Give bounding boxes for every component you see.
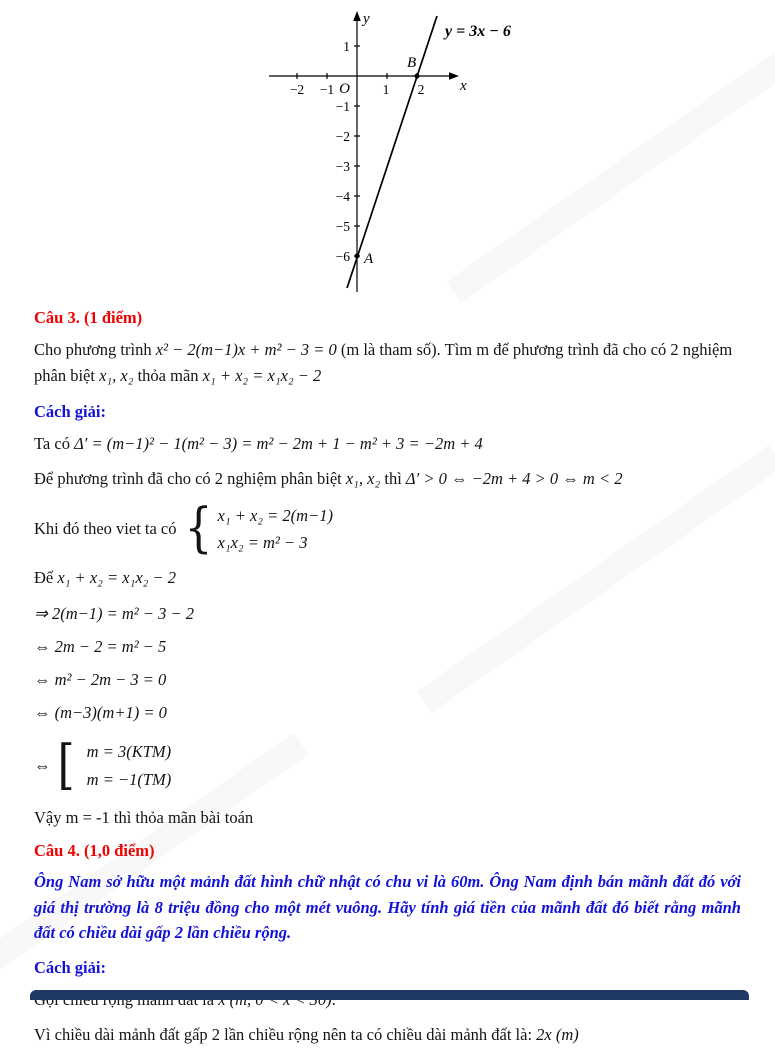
text-run: Để phương trình đã cho có 2 nghiệm phân biệt (34, 469, 346, 489)
y-axis-arrow (353, 11, 361, 21)
y-tick-label: −3 (335, 159, 350, 174)
cau4-heading: Câu 4. (1,0 điểm) (34, 841, 155, 861)
x-tick-label: −2 (289, 82, 305, 97)
math-run: x₁ + x₂ = x₁x₂ − 2 (202, 366, 322, 386)
text-run: thì (380, 469, 406, 489)
math-run: x₁x₂ = m² − 3 (217, 532, 308, 552)
y-axis-label: y (363, 11, 370, 27)
viet-system-line (34, 497, 741, 560)
solution-step: ⇒ 2(m−1) = m² − 3 − 2 (34, 604, 195, 624)
function-line (347, 16, 437, 288)
cau4-line-length (34, 1022, 741, 1048)
bottom-bar (30, 990, 749, 1000)
y-tick-label: −4 (335, 189, 350, 204)
point-b-dot (415, 74, 420, 79)
cau4-problem-statement: Ông Nam sở hữu một mảnh đất hình chữ nhật có chu vi là 60m. Ông Nam định bán mãnh đất đó với giá thị trường là 8 triệu đồng cho một mét vuông. Hãy tính giá tiền của mãnh đất đó biết rằng mãnh đất có chiều dài gấp 2 lần chiều rộng. (34, 872, 741, 943)
y-tick-label: −6 (335, 249, 350, 264)
x-axis-label: x (460, 78, 467, 94)
point-a-dot (355, 254, 360, 259)
y-tick-label: −2 (335, 129, 350, 144)
solution-line-condition (34, 466, 741, 492)
cau3-conclusion: Vậy m = -1 thì thỏa mãn bài toán (34, 807, 254, 827)
math-run: x₁ + x₂ = 2(m−1) (217, 505, 333, 525)
math-run: Δ′ = (m−1)² − 1(m² − 3) = m² − 2m + 1 − m² + 3 = −2m + 4 (74, 433, 483, 453)
solution-step: ⇔ 2m − 2 = m² − 5 (34, 637, 167, 657)
equivalence-arrow: ⇔ (34, 755, 51, 775)
math-run: x² − 2(m−1)x + m² − 3 = 0 (155, 340, 337, 359)
y-tick-label: 1 (343, 39, 350, 54)
math-run: Δ′ > 0 ⇔ −2m + 4 > 0 ⇔ m < 2 (405, 469, 623, 489)
solution-line-delta (34, 431, 741, 457)
equation-label: y = 3x − 6 (445, 23, 511, 40)
text-run: thỏa mãn (133, 366, 203, 386)
math-run: x₁, x₂ (99, 366, 134, 386)
x-tick-label: 2 (417, 82, 425, 97)
math-run: m = 3(KTM) (86, 742, 172, 762)
point-b-label: B (407, 55, 417, 71)
graph-canvas (207, 6, 527, 298)
math-run: x₁ + x₂ = x₁x₂ − 2 (57, 568, 177, 587)
y-tick-label: −1 (335, 99, 350, 114)
document-body (0, 308, 775, 1049)
math-run: x₁, x₂ (345, 469, 381, 489)
function-graph (207, 6, 527, 298)
solution-step: ⇔ m² − 2m − 3 = 0 (34, 670, 167, 690)
text-run: Cho phương trình (34, 340, 156, 359)
text-run: Vì chiều dài mảnh đất gấp 2 lần chiều rộng nên ta có chiều dài mảnh đất là: (34, 1025, 537, 1045)
system-equations (218, 502, 333, 556)
solution-cases (34, 733, 741, 797)
solution-step: ⇔ (m−3)(m+1) = 0 (34, 703, 167, 723)
document-page (0, 6, 775, 1049)
equation-system (184, 497, 333, 560)
math-run: 2x (m) (536, 1025, 579, 1045)
solution-line-target (34, 565, 741, 591)
text-run: Khi đó theo viet ta có (34, 518, 177, 538)
point-a-label: A (364, 251, 374, 267)
math-run: m = −1(TM) (86, 769, 172, 789)
left-square-bracket: [ (57, 733, 75, 797)
cau4-solution-heading: Cách giải: (34, 957, 106, 977)
x-axis-arrow (449, 72, 459, 80)
text-run: Để (34, 568, 58, 587)
text-run: (m là tham số). Tìm m để phương trình đã cho có 2 nghiệm phân biệt (34, 340, 733, 386)
text-run: Ta có (34, 433, 75, 453)
cau3-heading: Câu 3. (1 điểm) (34, 308, 143, 327)
x-tick-label: 1 (382, 82, 390, 97)
origin-label: O (339, 81, 350, 97)
case-equations (87, 738, 172, 792)
cau3-statement (34, 337, 741, 390)
y-tick-label: −5 (335, 219, 350, 234)
x-tick-label: −1 (319, 82, 335, 97)
left-curly-brace: { (184, 497, 213, 560)
cau3-solution-heading: Cách giải: (34, 401, 106, 421)
